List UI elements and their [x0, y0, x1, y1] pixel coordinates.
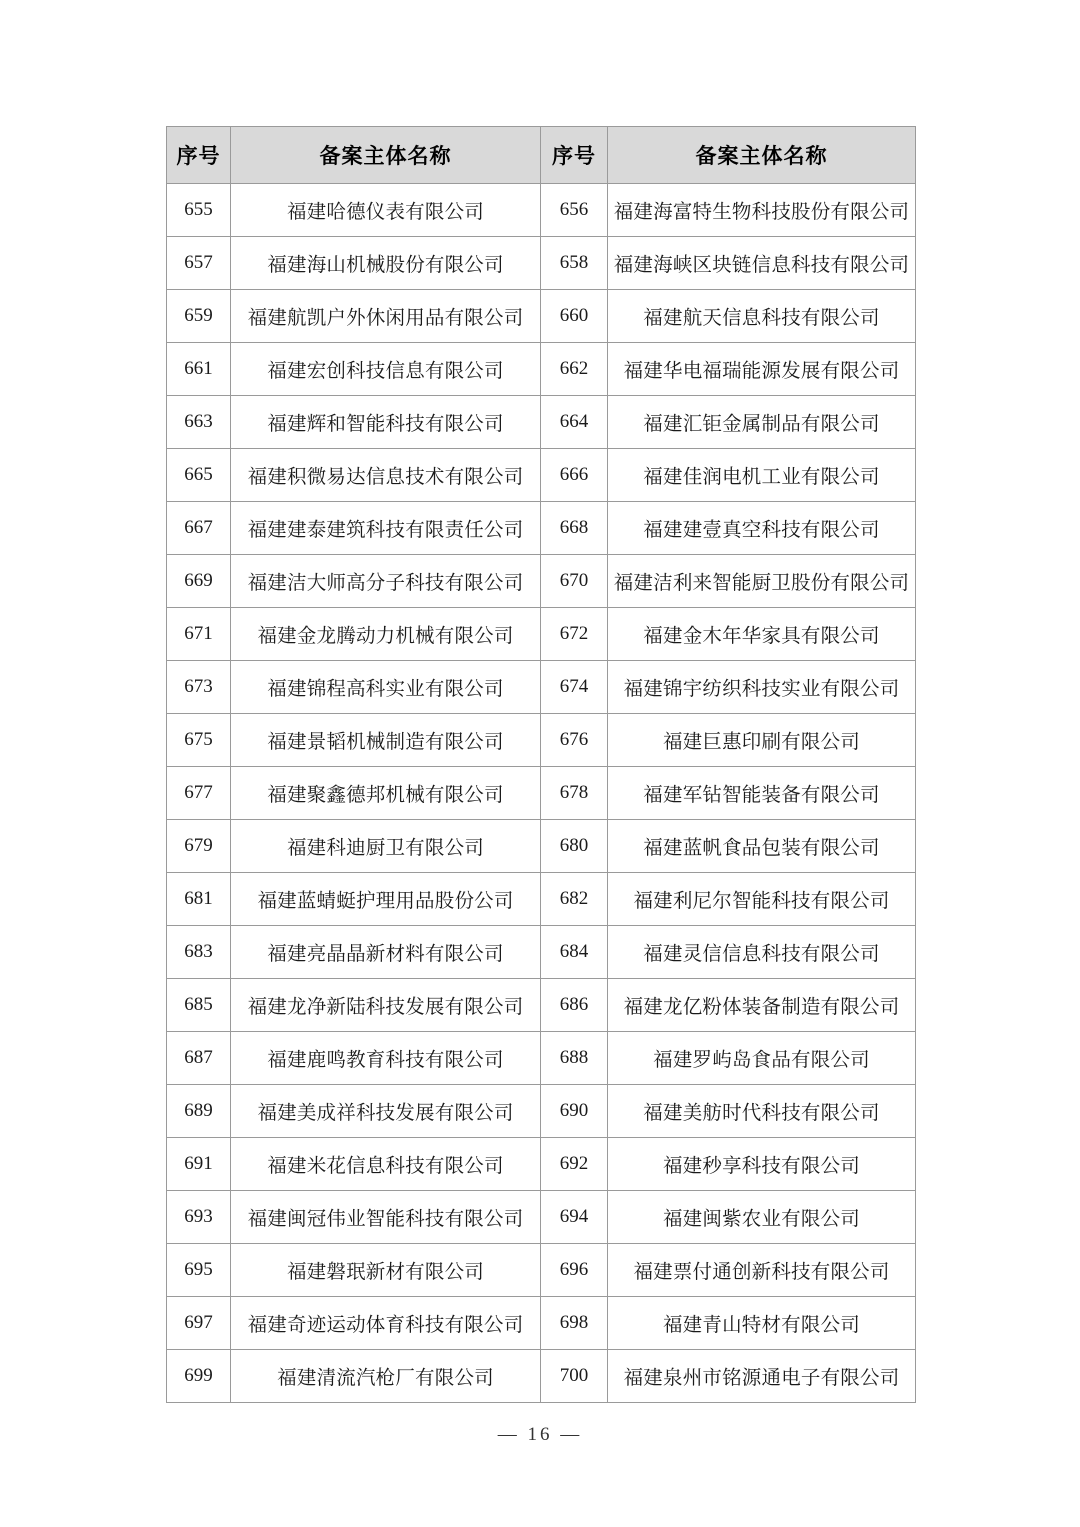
- table-header-row: [167, 127, 916, 184]
- cell-name-right: 福建青山特材有限公司: [608, 1297, 916, 1350]
- cell-name-right: 福建海富特生物科技股份有限公司: [608, 184, 916, 237]
- table-row: [167, 661, 916, 714]
- cell-index-left: 689: [167, 1085, 231, 1138]
- cell-index-left: 691: [167, 1138, 231, 1191]
- cell-name-left: 福建美成祥科技发展有限公司: [231, 1085, 541, 1138]
- cell-name-right: 福建票付通创新科技有限公司: [608, 1244, 916, 1297]
- cell-name-left: 福建锦程高科实业有限公司: [231, 661, 541, 714]
- cell-name-left: 福建亮晶晶新材料有限公司: [231, 926, 541, 979]
- table-row: [167, 1244, 916, 1297]
- cell-index-left: 673: [167, 661, 231, 714]
- cell-name-right: 福建海峡区块链信息科技有限公司: [608, 237, 916, 290]
- cell-name-left: 福建米花信息科技有限公司: [231, 1138, 541, 1191]
- cell-index-right: 670: [541, 555, 608, 608]
- cell-index-right: 690: [541, 1085, 608, 1138]
- table-row: [167, 873, 916, 926]
- cell-name-left: 福建奇迹运动体育科技有限公司: [231, 1297, 541, 1350]
- cell-name-left: 福建鹿鸣教育科技有限公司: [231, 1032, 541, 1085]
- cell-name-left: 福建清流汽枪厂有限公司: [231, 1350, 541, 1403]
- cell-index-left: 675: [167, 714, 231, 767]
- cell-index-left: 697: [167, 1297, 231, 1350]
- cell-index-left: 665: [167, 449, 231, 502]
- cell-name-left: 福建积微易达信息技术有限公司: [231, 449, 541, 502]
- table-row: [167, 979, 916, 1032]
- cell-name-left: 福建聚鑫德邦机械有限公司: [231, 767, 541, 820]
- cell-name-right: 福建泉州市铭源通电子有限公司: [608, 1350, 916, 1403]
- cell-index-left: 657: [167, 237, 231, 290]
- cell-name-right: 福建建壹真空科技有限公司: [608, 502, 916, 555]
- table-row: [167, 767, 916, 820]
- cell-index-right: 658: [541, 237, 608, 290]
- cell-index-right: 676: [541, 714, 608, 767]
- table-row: [167, 343, 916, 396]
- cell-name-right: 福建华电福瑞能源发展有限公司: [608, 343, 916, 396]
- cell-index-right: 700: [541, 1350, 608, 1403]
- cell-index-left: 669: [167, 555, 231, 608]
- cell-index-right: 682: [541, 873, 608, 926]
- cell-index-right: 680: [541, 820, 608, 873]
- cell-index-right: 668: [541, 502, 608, 555]
- cell-name-right: 福建灵信信息科技有限公司: [608, 926, 916, 979]
- table-row: [167, 184, 916, 237]
- cell-index-left: 659: [167, 290, 231, 343]
- cell-index-right: 674: [541, 661, 608, 714]
- cell-index-right: 660: [541, 290, 608, 343]
- cell-index-right: 696: [541, 1244, 608, 1297]
- cell-index-left: 655: [167, 184, 231, 237]
- cell-name-right: 福建航天信息科技有限公司: [608, 290, 916, 343]
- cell-name-right: 福建蓝帆食品包装有限公司: [608, 820, 916, 873]
- cell-name-left: 福建龙净新陆科技发展有限公司: [231, 979, 541, 1032]
- table-row: [167, 449, 916, 502]
- cell-index-right: 678: [541, 767, 608, 820]
- cell-name-right: 福建罗屿岛食品有限公司: [608, 1032, 916, 1085]
- cell-name-right: 福建利尼尔智能科技有限公司: [608, 873, 916, 926]
- page-number: — 16 —: [497, 1424, 583, 1445]
- cell-index-left: 671: [167, 608, 231, 661]
- column-header-index-left: 序号: [167, 127, 231, 184]
- cell-name-left: 福建宏创科技信息有限公司: [231, 343, 541, 396]
- table-row: [167, 714, 916, 767]
- table-row: [167, 1297, 916, 1350]
- cell-name-left: 福建金龙腾动力机械有限公司: [231, 608, 541, 661]
- table-row: [167, 1350, 916, 1403]
- cell-name-right: 福建龙亿粉体装备制造有限公司: [608, 979, 916, 1032]
- cell-name-left: 福建景韬机械制造有限公司: [231, 714, 541, 767]
- cell-index-left: 679: [167, 820, 231, 873]
- cell-index-left: 667: [167, 502, 231, 555]
- table-row: [167, 1138, 916, 1191]
- cell-name-left: 福建辉和智能科技有限公司: [231, 396, 541, 449]
- cell-index-left: 687: [167, 1032, 231, 1085]
- cell-index-right: 686: [541, 979, 608, 1032]
- cell-name-left: 福建磐珉新材有限公司: [231, 1244, 541, 1297]
- cell-name-right: 福建洁利来智能厨卫股份有限公司: [608, 555, 916, 608]
- cell-name-left: 福建建泰建筑科技有限责任公司: [231, 502, 541, 555]
- table-row: [167, 820, 916, 873]
- cell-index-right: 672: [541, 608, 608, 661]
- cell-name-right: 福建美舫时代科技有限公司: [608, 1085, 916, 1138]
- registry-table-container: [166, 126, 915, 1403]
- cell-index-right: 664: [541, 396, 608, 449]
- cell-index-right: 698: [541, 1297, 608, 1350]
- cell-index-right: 692: [541, 1138, 608, 1191]
- cell-index-right: 666: [541, 449, 608, 502]
- cell-name-left: 福建哈德仪表有限公司: [231, 184, 541, 237]
- cell-index-right: 684: [541, 926, 608, 979]
- table-row: [167, 555, 916, 608]
- cell-name-right: 福建汇钜金属制品有限公司: [608, 396, 916, 449]
- cell-name-left: 福建海山机械股份有限公司: [231, 237, 541, 290]
- table-row: [167, 608, 916, 661]
- registry-table: [166, 126, 916, 1403]
- cell-index-right: 688: [541, 1032, 608, 1085]
- cell-index-left: 677: [167, 767, 231, 820]
- table-row: [167, 396, 916, 449]
- cell-name-right: 福建闽紫农业有限公司: [608, 1191, 916, 1244]
- cell-index-left: 695: [167, 1244, 231, 1297]
- table-row: [167, 1191, 916, 1244]
- cell-name-left: 福建闽冠伟业智能科技有限公司: [231, 1191, 541, 1244]
- column-header-name-left: 备案主体名称: [231, 127, 541, 184]
- cell-name-right: 福建佳润电机工业有限公司: [608, 449, 916, 502]
- table-body: [167, 184, 916, 1403]
- column-header-name-right: 备案主体名称: [608, 127, 916, 184]
- cell-index-left: 685: [167, 979, 231, 1032]
- table-row: [167, 502, 916, 555]
- cell-index-left: 683: [167, 926, 231, 979]
- table-row: [167, 926, 916, 979]
- table-header: [167, 127, 916, 184]
- cell-index-right: 656: [541, 184, 608, 237]
- cell-index-left: 699: [167, 1350, 231, 1403]
- cell-index-left: 663: [167, 396, 231, 449]
- cell-index-left: 681: [167, 873, 231, 926]
- table-row: [167, 290, 916, 343]
- cell-name-right: 福建锦宇纺织科技实业有限公司: [608, 661, 916, 714]
- cell-index-right: 662: [541, 343, 608, 396]
- cell-index-right: 694: [541, 1191, 608, 1244]
- table-row: [167, 237, 916, 290]
- cell-name-right: 福建金木年华家具有限公司: [608, 608, 916, 661]
- table-row: [167, 1032, 916, 1085]
- cell-name-left: 福建洁大师高分子科技有限公司: [231, 555, 541, 608]
- cell-name-left: 福建蓝蜻蜓护理用品股份公司: [231, 873, 541, 926]
- cell-name-right: 福建军钻智能装备有限公司: [608, 767, 916, 820]
- cell-index-left: 693: [167, 1191, 231, 1244]
- cell-index-left: 661: [167, 343, 231, 396]
- cell-name-right: 福建秒享科技有限公司: [608, 1138, 916, 1191]
- cell-name-left: 福建航凯户外休闲用品有限公司: [231, 290, 541, 343]
- cell-name-right: 福建巨惠印刷有限公司: [608, 714, 916, 767]
- table-row: [167, 1085, 916, 1138]
- cell-name-left: 福建科迪厨卫有限公司: [231, 820, 541, 873]
- column-header-index-right: 序号: [541, 127, 608, 184]
